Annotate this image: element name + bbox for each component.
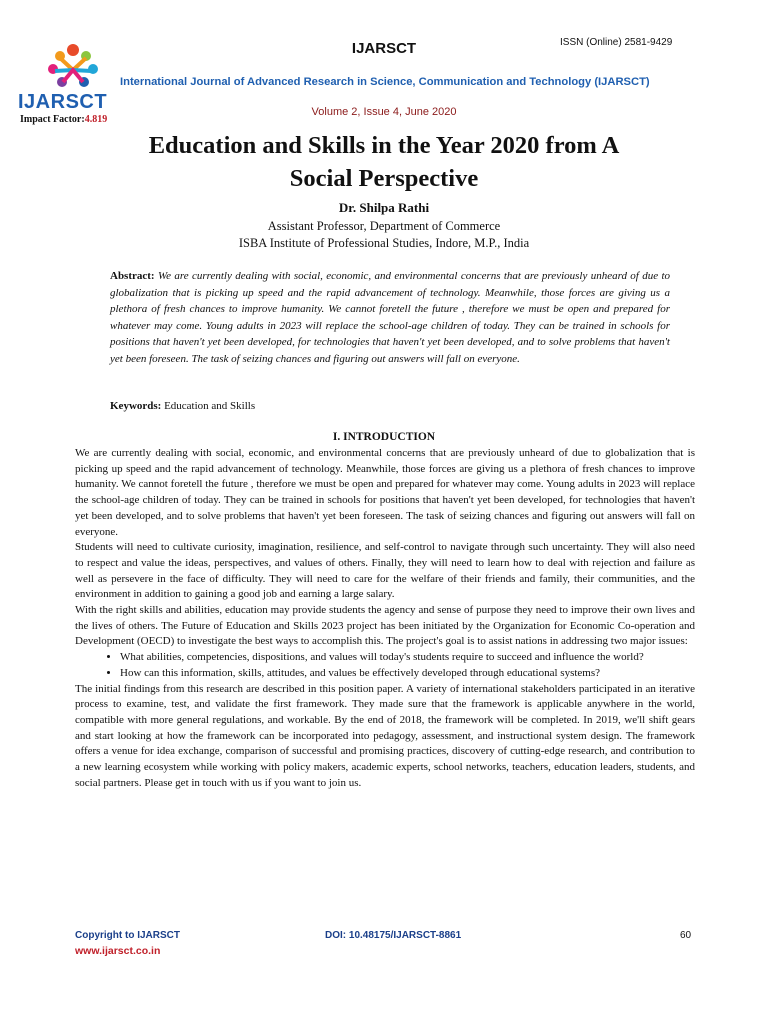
keywords-text: Education and Skills [164,400,256,412]
title-line-2: Social Perspective [289,165,479,192]
page-number: 60 [680,930,692,941]
keywords-label: Keywords: [110,400,162,412]
logo-text: IJARSCT [18,91,108,113]
abstract-label: Abstract: [110,270,155,282]
paragraph-2: Students will need to cultivate curiosity, imagination, resilience, and self-control to navigate through such uncertainty. They will also need to respect and value the ideas, perspectives, and values of others. Finally, they will need to learn how to deal with rejection and failure as well as persevere in the face of difficulty. They will need to care for the welfare of their friends and family, their communities, and the environment in addition to gaining a good job and earning a large salary. [75,541,695,601]
abstract [110,268,670,367]
author-name: Dr. Shilpa Rathi [338,200,430,215]
affiliation-line-2: ISBA Institute of Professional Studies, Indore, M.P., India [238,236,530,250]
body-text [75,446,695,791]
affiliation-line-1: Assistant Professor, Department of Commerce [267,219,501,233]
footer-url-link[interactable]: www.ijarsct.co.in [75,945,161,957]
journal-abbr: IJARSCT [351,40,417,57]
paragraph-3: With the right skills and abilities, education may provide students the agency and sense of purpose they need to improve their own lives and the lives of others. The Future of Education and Skills 2023 project has been initiated by the Organization for Economic Co-operation and Development (OECD) to investigate the best ways to accomplish this. The project's goal is to assist nations in addressing two major issues: [75,604,695,648]
footer-copyright: Copyright to IJARSCT [75,930,180,941]
footer-doi[interactable]: DOI: 10.48175/IJARSCT-8861 [325,930,462,941]
impact-label: Impact Factor: [20,114,85,125]
bullet-list [75,650,695,681]
issn: ISSN (Online) 2581-9429 [560,37,673,48]
volume-issue: Volume 2, Issue 4, June 2020 [311,106,457,118]
section-heading: I. INTRODUCTION [332,431,436,443]
journal-full-name: International Journal of Advanced Research in Science, Communication and Technology (IJARSCT) [120,76,650,88]
paragraph-1: We are currently dealing with social, economic, and environmental concerns that are previously unheard of due to globalization that is picking up speed and the rapid advancement of technology. Meanwhile, those forces are giving us a plethora of fresh chances to improve humanity. We cannot foretell the future , therefore we must be open and prepared for whatever may come. Young adults in 2023 will replace the school-age children of today. They can be trained in schools for positions that haven't yet been developed, for technologies that haven't yet been developed, and to solve problems that haven't yet been foreseen. The task of seizing chances and figuring out answers will fall on everyone. [75,447,695,538]
bullet-item-1: • What abilities, competencies, dispositions, and values will today's students require to succeed and influence the world? [120,650,695,666]
impact-value: 4.819 [84,114,108,125]
keywords [110,400,255,412]
abstract-text: We are currently dealing with social, economic, and environmental concerns that are previously unheard of due to globalization that is picking up speed and the rapid advancement of technology. Meanwhile, those forces are giving us a plethora of fresh chances to improve humanity. We cannot foretell the future , therefore we must be open and prepared for whatever may come. Young adults in 2023 will replace the school-age children of today. They can be trained in schools for positions that haven't yet been developed, for technologies that haven't yet been developed, and to solve problems that haven't yet been foreseen. The task of seizing chances and figuring out answers will fall on everyone. [110,270,670,365]
title-line-1: Education and Skills in the Year 2020 from A [148,132,620,159]
paragraph-4: The initial findings from this research are described in this position paper. A variety of international stakeholders participated in an iterative process to examine, test, and validate the first framework. They made sure that the framework is applicable anywhere in the world, compatible with more general regulations, and workable. By the end of 2018, the framework will be completed. In 2019, we'll shift gears and start looking at how the framework can be incorporated into pedagogy, assessment, and instructional system design. The framework offers a venue for idea exchange, comparison of successful and promising practices, discovery of cutting-edge research, and contribution to a new learning ecosystem while working with policy makers, academic experts, school networks, teachers, education leaders, students, and social partners. Please get in touch with us if you want to join us. [75,682,695,789]
bullet-item-2: • How can this information, skills, attitudes, and values be effectively developed through educational systems? [120,666,695,682]
paper-title [60,129,708,195]
